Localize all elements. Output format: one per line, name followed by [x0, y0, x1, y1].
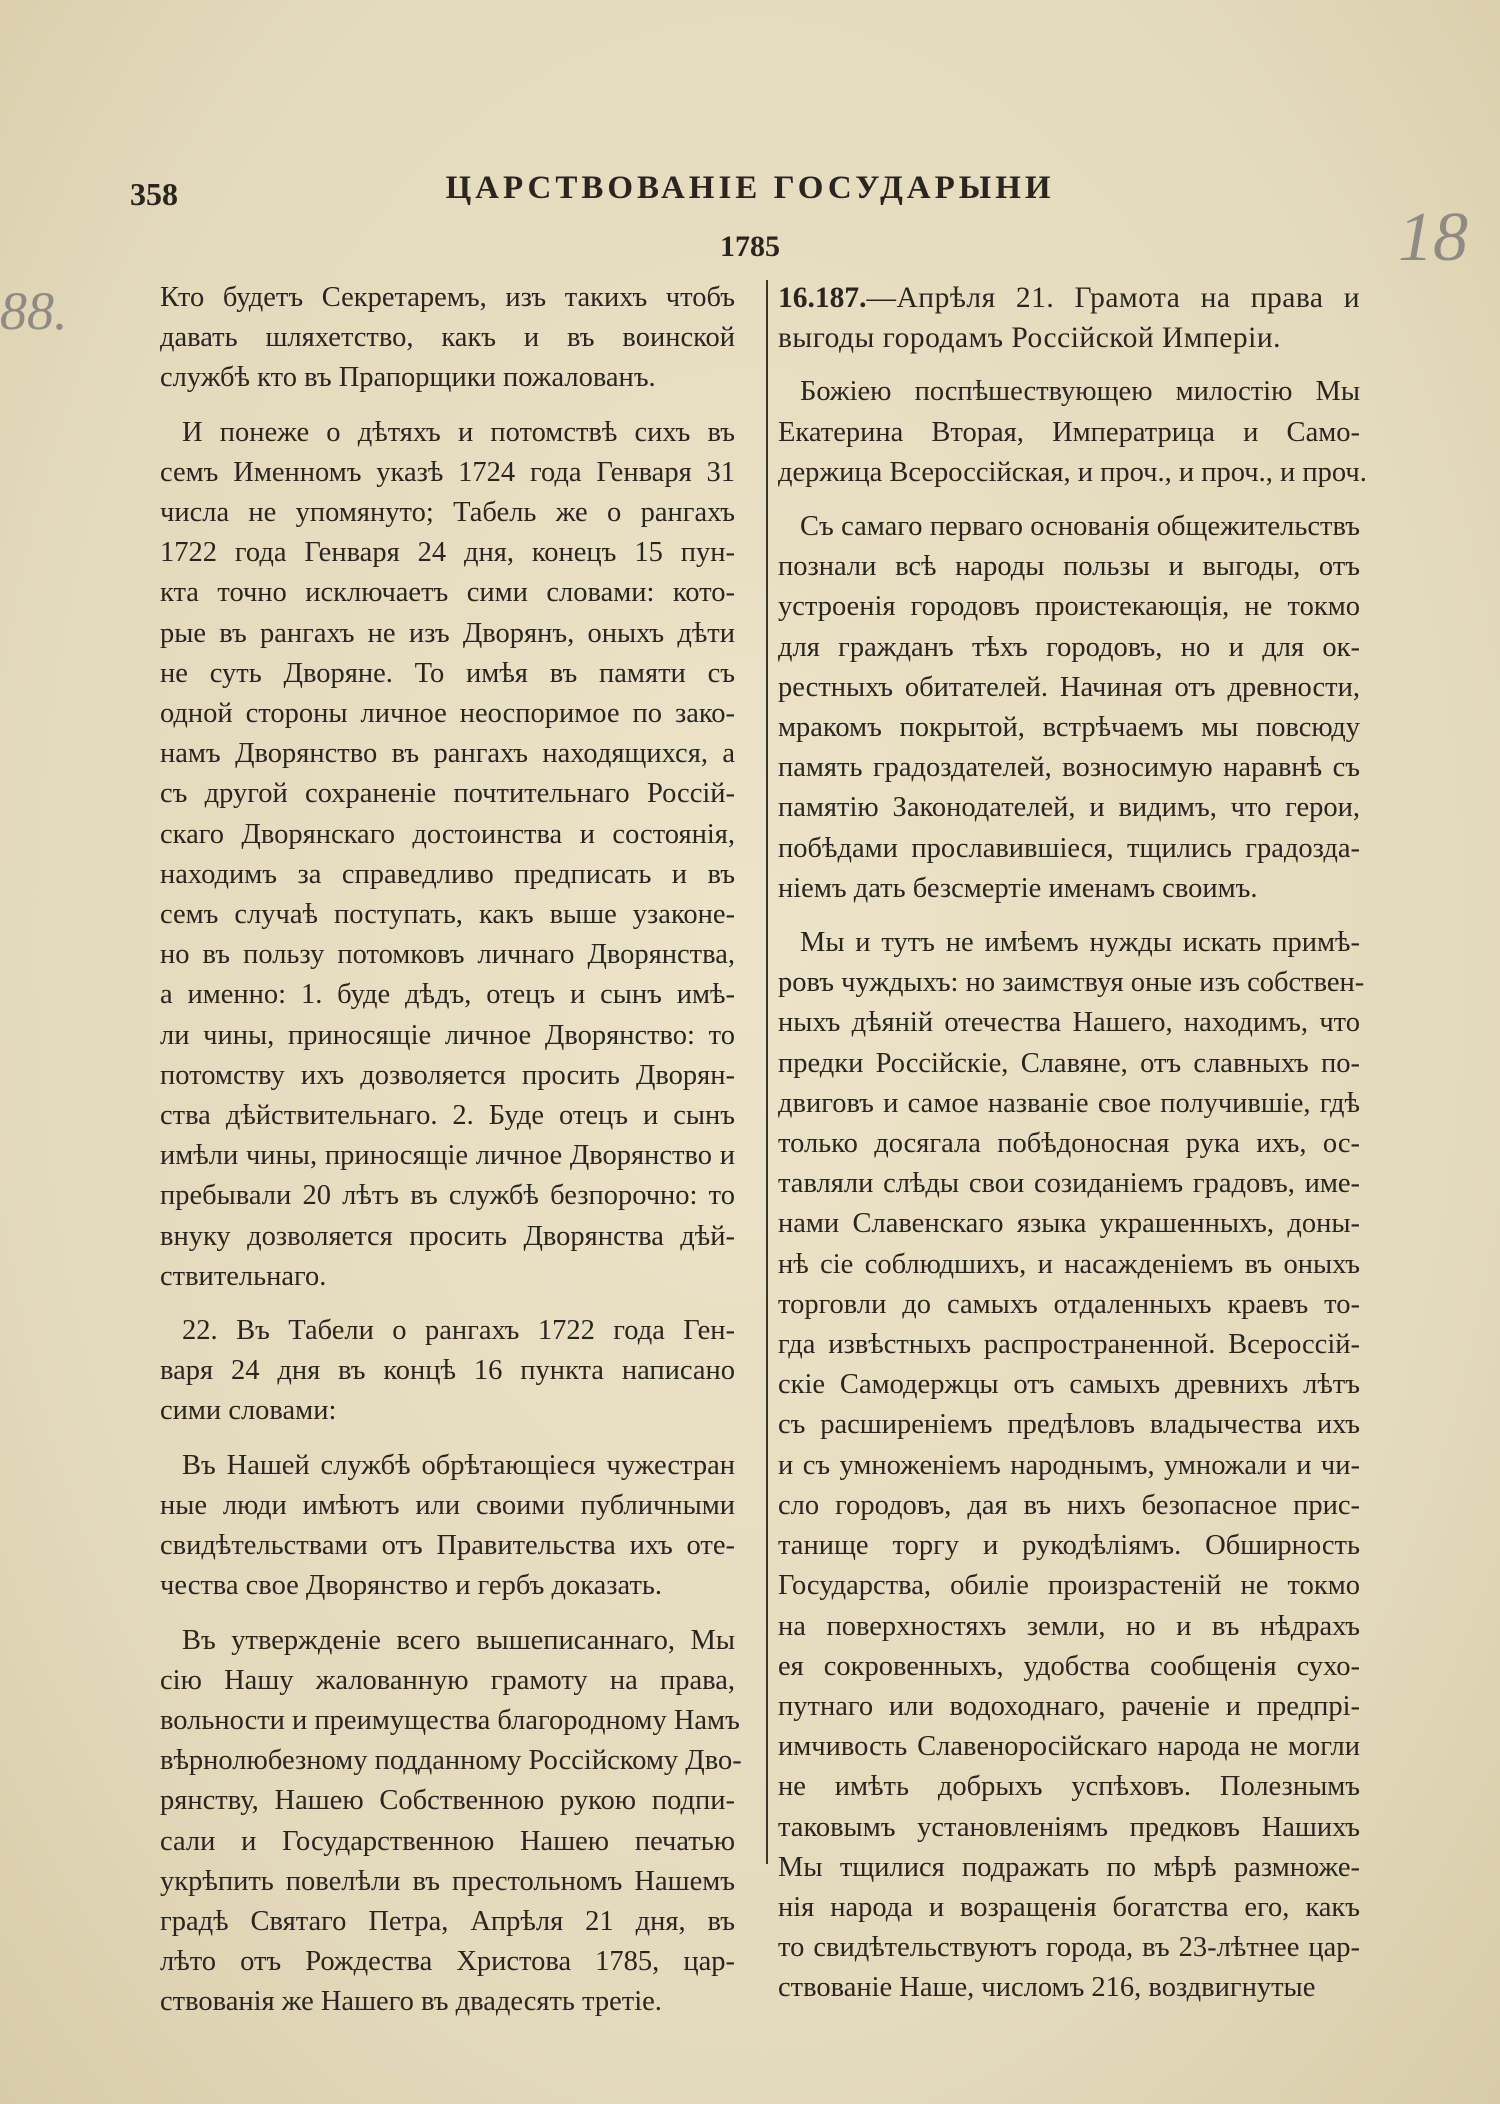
text-line: познали всѣ народы пользы и выгоды, отъ — [778, 551, 1360, 583]
paragraph — [160, 413, 735, 1297]
handwritten-margin-note-right: 18 — [1398, 199, 1468, 276]
text-line: побѣдами прославившіеся, тщились градозда- — [778, 832, 1360, 864]
text-line: И понеже о дѣтяхъ и потомствѣ сихъ въ — [182, 416, 735, 448]
text-line: давать шляхетство, какъ и въ воинской — [160, 322, 735, 354]
text-line: а именно: 1. буде дѣдъ, отецъ и сынъ имѣ- — [160, 979, 735, 1011]
document-title-line2: выгоды городамъ Россійской Имперіи. — [778, 322, 1282, 355]
text-line: варя 24 дня въ концѣ 16 пункта написано — [160, 1355, 735, 1387]
text-line: находимъ за справедливо предписать и въ — [160, 858, 735, 890]
text-line: имѣли чины, приносящіе личное Дворянство и — [160, 1140, 735, 1172]
text-line: семъ Именномъ указѣ 1724 года Генваря 31 — [160, 456, 735, 488]
text-line: имчивость Славеноросійскаго народа не могли — [778, 1731, 1360, 1763]
text-line: 1722 года Генваря 24 дня, конецъ 15 пун- — [160, 537, 735, 569]
text-line: и съ умноженіемъ народнымъ, умножали и чи- — [778, 1449, 1360, 1481]
text-line: только досягала побѣдоносная рука ихъ, ос- — [778, 1128, 1360, 1160]
text-line: съ расширеніемъ предѣловъ владычества ихъ — [778, 1409, 1360, 1441]
text-line: ли чины, приносящіе личное Дворянство: то — [160, 1019, 735, 1051]
text-line: Въ Нашей службѣ обрѣтающіеся чужестран — [182, 1449, 735, 1481]
text-line: ства дѣйствительнаго. 2. Буде отецъ и сынъ — [160, 1100, 735, 1132]
text-line: пребывали 20 лѣтъ въ службѣ безпорочно: то — [160, 1180, 735, 1212]
text-line: Мы и тутъ не имѣемъ нужды искать примѣ- — [800, 927, 1360, 959]
text-line: сими словами: — [160, 1395, 337, 1427]
text-line: предки Россійскіе, Славяне, отъ славныхъ по- — [778, 1047, 1360, 1079]
text-line: Съ самаго перваго основанія общежительствъ — [800, 511, 1360, 543]
text-line: рые въ рангахъ не изъ Дворянъ, оныхъ дѣти — [160, 617, 735, 649]
text-line: память градоздателей, возносимую наравнѣ съ — [778, 752, 1360, 784]
running-head: ЦАРСТВОВАНІЕ ГОСУДАРЫНИ — [445, 170, 1055, 206]
document-number: 16.187. — [778, 282, 867, 314]
text-line: торговли до самыхъ отдаленныхъ краевъ то- — [778, 1288, 1360, 1320]
paragraph — [778, 923, 1365, 2008]
text-line: нами Славенскаго языка украшенныхъ, доны- — [778, 1208, 1360, 1240]
text-line: Въ утвержденіе всего вышеписаннаго, Мы — [182, 1624, 735, 1656]
text-line: рянству, Нашею Собственною рукою подпи- — [160, 1785, 735, 1817]
text-line: сію Нашу жалованную грамоту на права, — [160, 1664, 735, 1696]
text-line: устроенія городовъ проистекающія, не токмо — [778, 591, 1360, 623]
text-line: сло городовъ, дая въ нихъ безопасное прис- — [778, 1489, 1360, 1521]
text-line: памятію Законодателей, и видимъ, что герои, — [778, 792, 1360, 824]
text-line: то свидѣтельствуютъ города, въ 23-лѣтнее цар- — [778, 1932, 1360, 1964]
text-line: ные люди имѣютъ или своими публичными — [160, 1489, 735, 1521]
text-line: но въ пользу потомковъ личнаго Дворянства, — [160, 939, 735, 971]
text-line: путнаго или водоходнаго, раченіе и предпрі- — [778, 1690, 1360, 1722]
text-line: Екатерина Вторая, Императрица и Само- — [778, 416, 1360, 448]
text-line: 22. Въ Табели о рангахъ 1722 года Ген- — [182, 1315, 735, 1347]
text-line: одной стороны личное неоспоримое по зако- — [160, 698, 735, 730]
text-line: вѣрнолюбезному подданному Россійскому Дво- — [160, 1745, 742, 1777]
text-line: нѣ сіе соблюдшихъ, и насажденіемъ въ оныхъ — [778, 1248, 1360, 1280]
text-line: чества свое Дворянство и гербъ доказать. — [160, 1570, 663, 1602]
text-line: ствованіе Наше, числомъ 216, воздвигнутые — [778, 1972, 1316, 2004]
text-line: скаго Дворянскаго достоинства и состоянія, — [160, 818, 735, 850]
text-line: кта точно исключаетъ сими словами: кото- — [160, 577, 735, 609]
text-line: на поверхностяхъ земли, но и въ нѣдрахъ — [778, 1610, 1360, 1642]
text-line: внуку дозволяется просить Дворянства дѣй- — [160, 1220, 735, 1252]
text-line: ствованія же Нашего въ двадесять третіе. — [160, 1986, 662, 2018]
text-line: намъ Дворянство въ рангахъ находящихся, а — [160, 738, 735, 770]
text-line: семъ случаѣ поступать, какъ выше узаконе- — [160, 899, 735, 931]
text-line: рестныхъ обитателей. Начиная отъ древности, — [778, 671, 1360, 703]
right-column-body — [778, 372, 1367, 2008]
text-line: Государства, обиліе произрастеній не токмо — [778, 1570, 1360, 1602]
paragraph — [778, 507, 1360, 909]
paragraph — [160, 278, 735, 399]
text-line: двиговъ и самое названіе свое получившіе, гдѣ — [778, 1087, 1360, 1119]
document-title-line1: Грамота на права и — [1074, 282, 1360, 314]
text-line: ствительнаго. — [160, 1260, 327, 1292]
text-line: ныхъ дѣяній отечества Нашего, находимъ, что — [778, 1007, 1360, 1039]
handwritten-margin-note-left: 88. — [0, 281, 68, 341]
document-heading — [778, 278, 1360, 358]
text-line: потомству ихъ дозволяется просить Дворян- — [160, 1059, 735, 1091]
text-line: нія народа и возращенія богатства его, какъ — [778, 1891, 1360, 1923]
text-line: лѣто отъ Рождества Христова 1785, цар- — [160, 1946, 735, 1978]
text-line: танище торгу и рукодѣліямъ. Обширность — [778, 1530, 1360, 1562]
text-line: ея сокровенныхъ, удобства сообщенія сухо- — [778, 1650, 1360, 1682]
left-column — [160, 278, 742, 2037]
text-line: Божіею поспѣшествующею милостію Мы — [800, 376, 1360, 408]
paragraph — [160, 1311, 735, 1432]
text-line: числа не упомянуто; Табель же о рангахъ — [160, 497, 735, 529]
column-divider — [766, 280, 768, 1864]
paragraph — [160, 1446, 735, 1607]
text-line: Кто будетъ Секретаремъ, изъ такихъ чтобъ — [160, 282, 735, 313]
page-number: 358 — [130, 176, 178, 212]
year-heading: 1785 — [720, 230, 780, 263]
text-line: ровъ чуждыхъ: но заимствуя оные изъ собствен- — [778, 967, 1365, 999]
text-line: мракомъ покрытой, встрѣчаемъ мы повсюду — [778, 712, 1360, 744]
text-line: свидѣтельствами отъ Правительства ихъ оте- — [160, 1530, 735, 1562]
text-line: Мы тщилися подражать по мѣрѣ размноже- — [778, 1851, 1360, 1883]
text-line: тавляли слѣды свои созиданіемъ градовъ, име- — [778, 1168, 1360, 1200]
heading-dash: — — [866, 282, 897, 314]
text-line: укрѣпить повелѣли въ престольномъ Нашемъ — [160, 1865, 735, 1897]
paragraph — [778, 372, 1367, 493]
text-line: не суть Дворяне. То имѣя въ памяти съ — [160, 657, 735, 689]
document-date: Апрѣля 21. — [896, 282, 1055, 314]
text-line: градѣ Святаго Петра, Апрѣля 21 дня, въ — [160, 1905, 735, 1937]
text-line: вольности и преимущества благородному Намъ — [160, 1704, 740, 1736]
text-line: сали и Государственною Нашею печатью — [160, 1825, 735, 1857]
text-line: для гражданъ тѣхъ городовъ, но и для ок- — [778, 631, 1360, 663]
text-line: службѣ кто въ Прапорщики пожалованъ. — [160, 362, 656, 394]
text-line: гда извѣстныхъ распространенной. Всероссій- — [778, 1329, 1360, 1361]
text-line: скіе Самодержцы отъ самыхъ древнихъ лѣтъ — [778, 1369, 1360, 1401]
text-line: держица Всероссійская, и проч., и проч., и проч. — [778, 456, 1367, 488]
right-column — [778, 278, 1367, 2023]
text-line: таковымъ установленіямъ предковъ Нашихъ — [778, 1811, 1360, 1843]
text-line: съ другой сохраненіе почтительнаго Россій- — [160, 778, 735, 810]
text-line: ніемъ дать безсмертіе именамъ своимъ. — [778, 872, 1258, 904]
paragraph — [160, 1621, 742, 2023]
text-line: не имѣть добрыхъ успѣховъ. Полезнымъ — [778, 1771, 1360, 1803]
